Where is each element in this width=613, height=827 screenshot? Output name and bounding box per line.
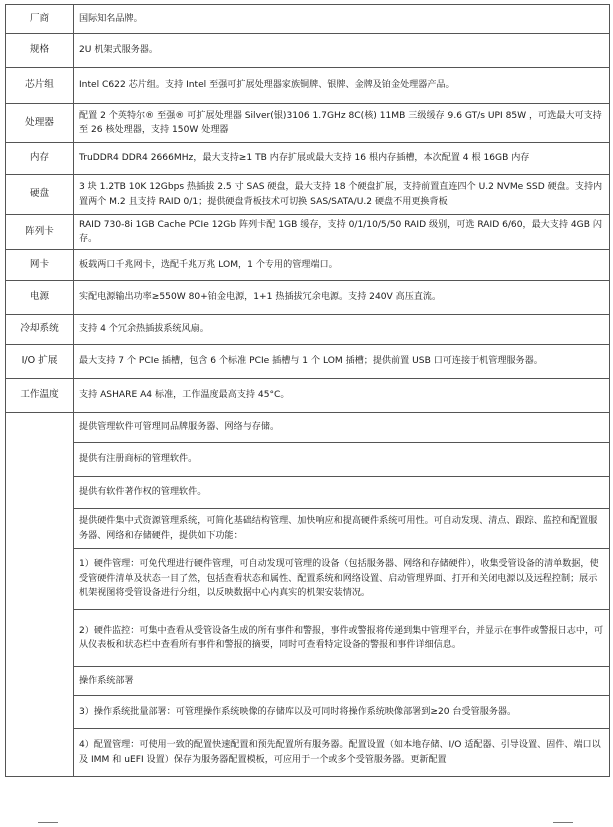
row-value: 支持 4 个冗余热插拔系统风扇。	[74, 315, 610, 345]
mgmt-text: 操作系统部署	[74, 667, 610, 696]
mgmt-text: 3）操作系统批量部署：可管理操作系统映像的存储库以及可同时将操作系统映像部署到≥20 台受管服务器。	[74, 696, 610, 729]
row-value: 最大支持 7 个 PCIe 插槽，包含 6 个标准 PCIe 插槽与 1 个 LOM 插槽；提供前置 USB 口可连接于机管理服务器。	[74, 345, 610, 379]
row-io-expansion	[6, 345, 610, 379]
row-processor	[6, 104, 610, 143]
row-vendor	[6, 5, 610, 34]
row-label: I/O 扩展	[6, 345, 74, 379]
row-label: 冷却系统	[6, 315, 74, 345]
row-label: 内存	[6, 143, 74, 175]
mgmt-text: 提供硬件集中式资源管理系统，可简化基础结构管理、加快响应和提高硬件系统可用性。可自动发现、清点、跟踪、监控和配置服务器、网络和存储硬件，提供如下功能：	[74, 509, 610, 549]
row-storage	[6, 175, 610, 215]
row-label: 处理器	[6, 104, 74, 143]
row-label: 芯片组	[6, 68, 74, 104]
mgmt-row	[6, 610, 610, 667]
row-cooling	[6, 315, 610, 345]
row-value: 3 块 1.2TB 10K 12Gbps 热插拔 2.5 寸 SAS 硬盘，最大支持 18 个硬盘扩展，支持前置直连四个 U.2 NVMe SSD 硬盘。支持内置两个 M.2 且支持 RAID 0/1；提供硬盘背板技术可切换 SAS/SATA/U.2 硬盘不用更换背板	[74, 175, 610, 215]
mgmt-text: 4）配置管理：可使用一致的配置快速配置和预先配置所有服务器。配置设置（如本地存储、I/O 适配器、引导设置、固件、端口以及 IMM 和 uEFI 设置）保存为服务器配置模板，可应用于一个或多个受管服务器。更新配置	[74, 729, 610, 777]
mgmt-row	[6, 696, 610, 729]
row-label: 阵列卡	[6, 215, 74, 250]
row-label: 工作温度	[6, 379, 74, 413]
row-label: 规格	[6, 34, 74, 68]
row-form-factor	[6, 34, 610, 68]
mgmt-row	[6, 477, 610, 509]
mgmt-text: 1）硬件管理：可免代理进行硬件管理，可自动发现可管理的设备（包括服务器、网络和存储硬件），收集受管设备的清单数据，使受管硬件清单及状态一目了然，包括查看状态和属性、配置系统和网络设置、启动管理界面、打开和关闭电源以及远程控制；展示机架视图将受管设备进行分组，以反映数据中心内真实的机架安装情况。	[74, 549, 610, 610]
row-raid-card	[6, 215, 610, 250]
mgmt-text: 2）硬件监控：可集中查看从受管设备生成的所有事件和警报，事件或警报将传递到集中管理平台，并显示在事件或警报日志中，可从仪表板和状态栏中查看所有事件和警报的摘要，同时可查看特定设备的警报和事件详细信息。	[74, 610, 610, 667]
mgmt-text: 提供管理软件可管理同品牌服务器、网络与存储。	[74, 413, 610, 443]
row-value: 实配电源输出功率≥550W 80+铂金电源，1+1 热插拔冗余电源。支持 240V 高压直流。	[74, 281, 610, 315]
mgmt-text: 提供有注册商标的管理软件。	[74, 443, 610, 477]
row-label: 网卡	[6, 250, 74, 281]
row-label: 硬盘	[6, 175, 74, 215]
mgmt-row	[6, 667, 610, 696]
mgmt-row	[6, 443, 610, 477]
row-value: RAID 730-8i 1GB Cache PCIe 12Gb 阵列卡配 1GB 缓存，支持 0/1/10/5/50 RAID 级别，可选 RAID 6/60，最大支持 4GB 闪存。	[74, 215, 610, 250]
row-value: 国际知名品牌。	[74, 5, 610, 34]
mgmt-label-cell	[6, 413, 74, 777]
mgmt-text: 提供有软件著作权的管理软件。	[74, 477, 610, 509]
row-value: 2U 机架式服务器。	[74, 34, 610, 68]
row-value: 板载两口千兆网卡，选配千兆万兆 LOM，1 个专用的管理端口。	[74, 250, 610, 281]
row-value: 配置 2 个英特尔® 至强® 可扩展处理器 Silver(银)3106 1.7GHz 8C(核) 11MB 三级缓存 9.6 GT/s UPI 85W ，可选最大可支持至 26 核处理器，支持 150W 处理器	[74, 104, 610, 143]
row-label: 电源	[6, 281, 74, 315]
mgmt-row	[6, 413, 610, 443]
row-chipset	[6, 68, 610, 104]
row-value: 支持 ASHARE A4 标准，工作温度最高支持 45°C。	[74, 379, 610, 413]
row-label: 厂商	[6, 5, 74, 34]
mgmt-row	[6, 549, 610, 610]
row-memory	[6, 143, 610, 175]
row-operating-temp	[6, 379, 610, 413]
row-value: Intel C622 芯片组。支持 Intel 至强可扩展处理器家族铜牌、银牌、金牌及铂金处理器产品。	[74, 68, 610, 104]
row-value: TruDDR4 DDR4 2666MHz，最大支持≥1 TB 内存扩展或最大支持 16 根内存插槽，本次配置 4 根 16GB 内存	[74, 143, 610, 175]
mgmt-row	[6, 509, 610, 549]
row-nic	[6, 250, 610, 281]
spec-table	[5, 4, 610, 777]
footer-mark-right	[553, 822, 573, 823]
row-power	[6, 281, 610, 315]
mgmt-row	[6, 729, 610, 777]
footer-mark-left	[38, 822, 58, 823]
